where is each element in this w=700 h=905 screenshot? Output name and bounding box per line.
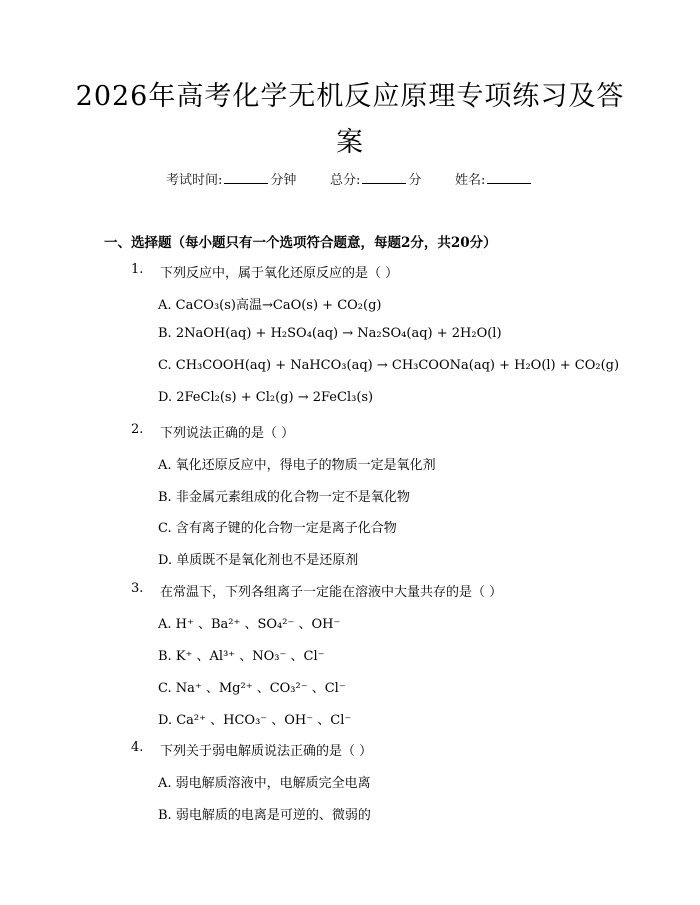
option-c: C. Na⁺ 、Mg²⁺ 、CO₃²⁻ 、Cl⁻ (158, 681, 346, 696)
time-field (166, 169, 296, 188)
question-number: 3. (131, 581, 144, 596)
option-b: B. 非金属元素组成的化合物一定不是氧化物 (158, 490, 410, 505)
score-label: 总分: (330, 173, 361, 188)
name-label: 姓名: (455, 173, 486, 188)
question-text: 下列说法正确的是（ ） (160, 426, 295, 441)
option-a: A. 氧化还原反应中，得电子的物质一定是氧化剂 (158, 458, 436, 473)
title-line-1: 2026年高考化学无机反应原理专项练习及答 (75, 81, 625, 112)
option-d: D. 2FeCl₂(s) + Cl₂(g) → 2FeCl₃(s) (158, 390, 374, 405)
option-a: A. CaCO₃(s)高温→CaO(s) + CO₂(g) (158, 298, 382, 313)
option-a: A. H⁺ 、Ba²⁺ 、SO₄²⁻ 、OH⁻ (158, 617, 341, 632)
option-c: C. CH₃COOH(aq) + NaHCO₃(aq) → CH₃COONa(aq) + H₂O(l) + CO₂(g) (158, 358, 620, 373)
option-d: D. 单质既不是氧化剂也不是还原剂 (158, 553, 359, 568)
time-unit: 分钟 (270, 173, 297, 188)
score-unit: 分 (408, 173, 422, 188)
name-blank (487, 171, 531, 184)
option-d: D. Ca²⁺ 、HCO₃⁻ 、OH⁻ 、Cl⁻ (158, 713, 352, 728)
question-number: 4. (131, 740, 144, 755)
option-b: B. K⁺ 、Al³⁺ 、NO₃⁻ 、Cl⁻ (158, 649, 325, 664)
option-b: B. 弱电解质的电离是可逆的、微弱的 (158, 808, 371, 823)
question-number: 2. (131, 422, 144, 437)
option-b: B. 2NaOH(aq) + H₂SO₄(aq) → Na₂SO₄(aq) + 2H₂O(l) (158, 326, 502, 341)
time-blank (224, 171, 268, 184)
title-line-2: 案 (336, 127, 364, 158)
option-a: A. 弱电解质溶液中，电解质完全电离 (158, 776, 371, 791)
question-number: 1. (131, 262, 144, 277)
page-title (60, 74, 640, 166)
name-field (455, 169, 533, 188)
score-blank (362, 171, 406, 184)
option-c: C. 含有离子键的化合物一定是离子化合物 (158, 521, 397, 536)
question-text: 下列关于弱电解质说法正确的是（ ） (160, 744, 373, 759)
question-text: 在常温下，下列各组离子一定能在溶液中大量共存的是（ ） (160, 585, 503, 600)
time-label: 考试时间: (166, 173, 223, 188)
score-field (330, 169, 421, 188)
section-heading: 一、选择题（每小题只有一个选项符合题意，每题2分，共20分） (104, 235, 497, 251)
question-text: 下列反应中，属于氧化还原反应的是（ ） (160, 266, 399, 281)
